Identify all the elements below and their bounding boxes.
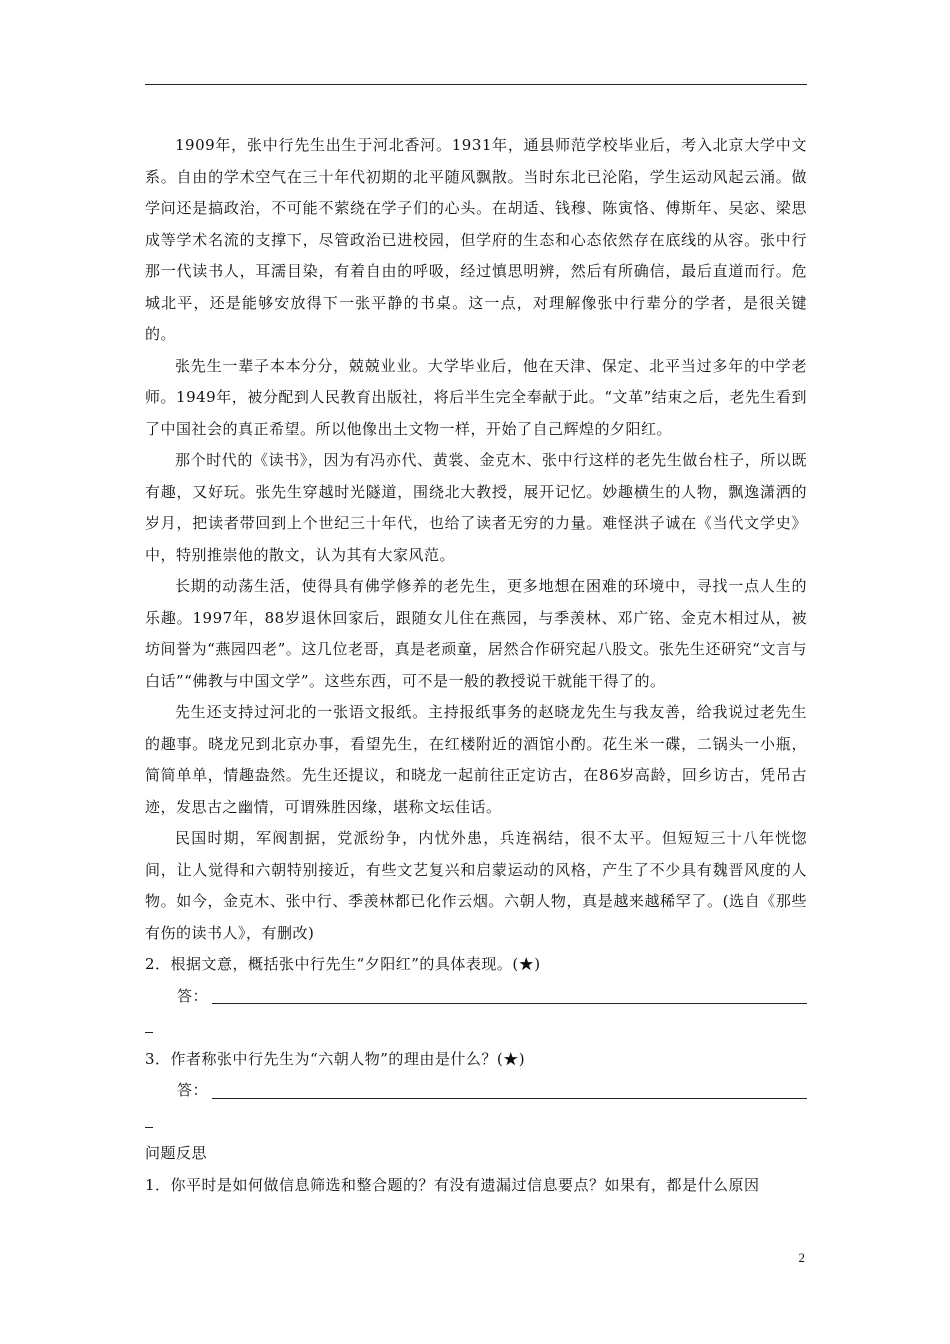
question-2: 2．根据文意，概括张中行先生“夕阳红”的具体表现。(★) [145, 955, 541, 973]
page-content [145, 130, 807, 1201]
article-paragraph: 先生还支持过河北的一张语文报纸。主持报纸事务的赵晓龙先生与我友善，给我说过老先生的趣事。晓龙兄到北京办事，看望先生，在红楼附近的酒馆小酌。花生米一碟，二锅头一小瓶，简简单单，情趣盎然。先生还提议，和晓龙一起前往正定访古，在86岁高龄，回乡访古，凭吊古迹，发思古之幽情，可谓殊胜因缘，堪称文坛佳话。 [145, 703, 807, 816]
reflection-question-1: 1．你平时是如何做信息筛选和整合题的？有没有遗漏过信息要点？如果有，都是什么原因 [145, 1175, 760, 1194]
answer-line[interactable] [212, 1097, 807, 1099]
answer-label: 答： [177, 1081, 209, 1099]
answer-continuation [145, 1012, 807, 1044]
question-3: 3．作者称张中行先生为“六朝人物”的理由是什么？(★) [145, 1049, 526, 1068]
article-paragraph: 那个时代的《读书》，因为有冯亦代、黄裳、金克木、张中行这样的老先生做台柱子，所以既有趣，又好玩。张先生穿越时光隧道，围绕北大教授，展开记忆。妙趣横生的人物，飘逸潇洒的岁月，把读者带回到上个世纪三十年代，也给了读者无穷的力量。难怪洪子诚在《当代文学史》中，特别推崇他的散文，认为其有大家风范。 [145, 451, 807, 564]
page-number: 2 [798, 1250, 805, 1265]
article-paragraph: 1909年，张中行先生出生于河北香河。1931年，通县师范学校毕业后，考入北京大学中文系。自由的学术空气在三十年代初期的北平随风飘散。当时东北已沦陷，学生运动风起云涌。做学问还是搞政治，不可能不萦绕在学子们的心头。在胡适、钱穆、陈寅恪、傅斯年、吴宓、梁思成等学术名流的支撑下，尽管政治已进校园，但学府的生态和心态依然存在底线的从容。张中行那一代读书人，耳濡目染，有着自由的呼吸，经过慎思明辨，然后有所确信，最后直道而行。危城北平，还是能够安放得下一张平静的书桌。这一点，对理解像张中行辈分的学者，是很关键的。 [145, 136, 807, 343]
section-title: 问题反思 [145, 1144, 208, 1162]
answer-dash [145, 1127, 153, 1128]
answer-dash [145, 1032, 153, 1033]
header-rule [145, 84, 807, 85]
answer-field-3[interactable] [145, 1075, 807, 1107]
answer-field-2[interactable] [145, 981, 807, 1013]
answer-label: 答： [177, 986, 209, 1005]
article-paragraph: 民国时期，军阀割据，党派纷争，内忧外患，兵连祸结，很不太平。但短短三十八年恍惚间，让人觉得和六朝特别接近，有些文艺复兴和启蒙运动的风格，产生了不少具有魏晋风度的人物。如今，金克木、张中行、季羡林都已化作云烟。六朝人物，真是越来越稀罕了。(选自《那些有伤的读书人》，有删改) [145, 829, 807, 942]
article-paragraph: 长期的动荡生活，使得具有佛学修养的老先生，更多地想在困难的环境中，寻找一点人生的乐趣。1997年，88岁退休回家后，跟随女儿住在燕园，与季羡林、邓广铭、金克木相过从，被坊间誉为“燕园四老”。这几位老哥，真是老顽童，居然合作研究起八股文。张先生还研究“文言与白话”“佛教与中国文学”。这些东西，可不是一般的教授说干就能干得了的。 [145, 577, 807, 690]
answer-continuation [145, 1107, 807, 1139]
article-paragraph: 张先生一辈子本本分分，兢兢业业。大学毕业后，他在天津、保定、北平当过多年的中学老师。1949年，被分配到人民教育出版社，将后半生完全奉献于此。“文革”结束之后，老先生看到了中国社会的真正希望。所以他像出土文物一样，开始了自己辉煌的夕阳红。 [145, 356, 807, 438]
answer-line[interactable] [212, 1002, 807, 1004]
